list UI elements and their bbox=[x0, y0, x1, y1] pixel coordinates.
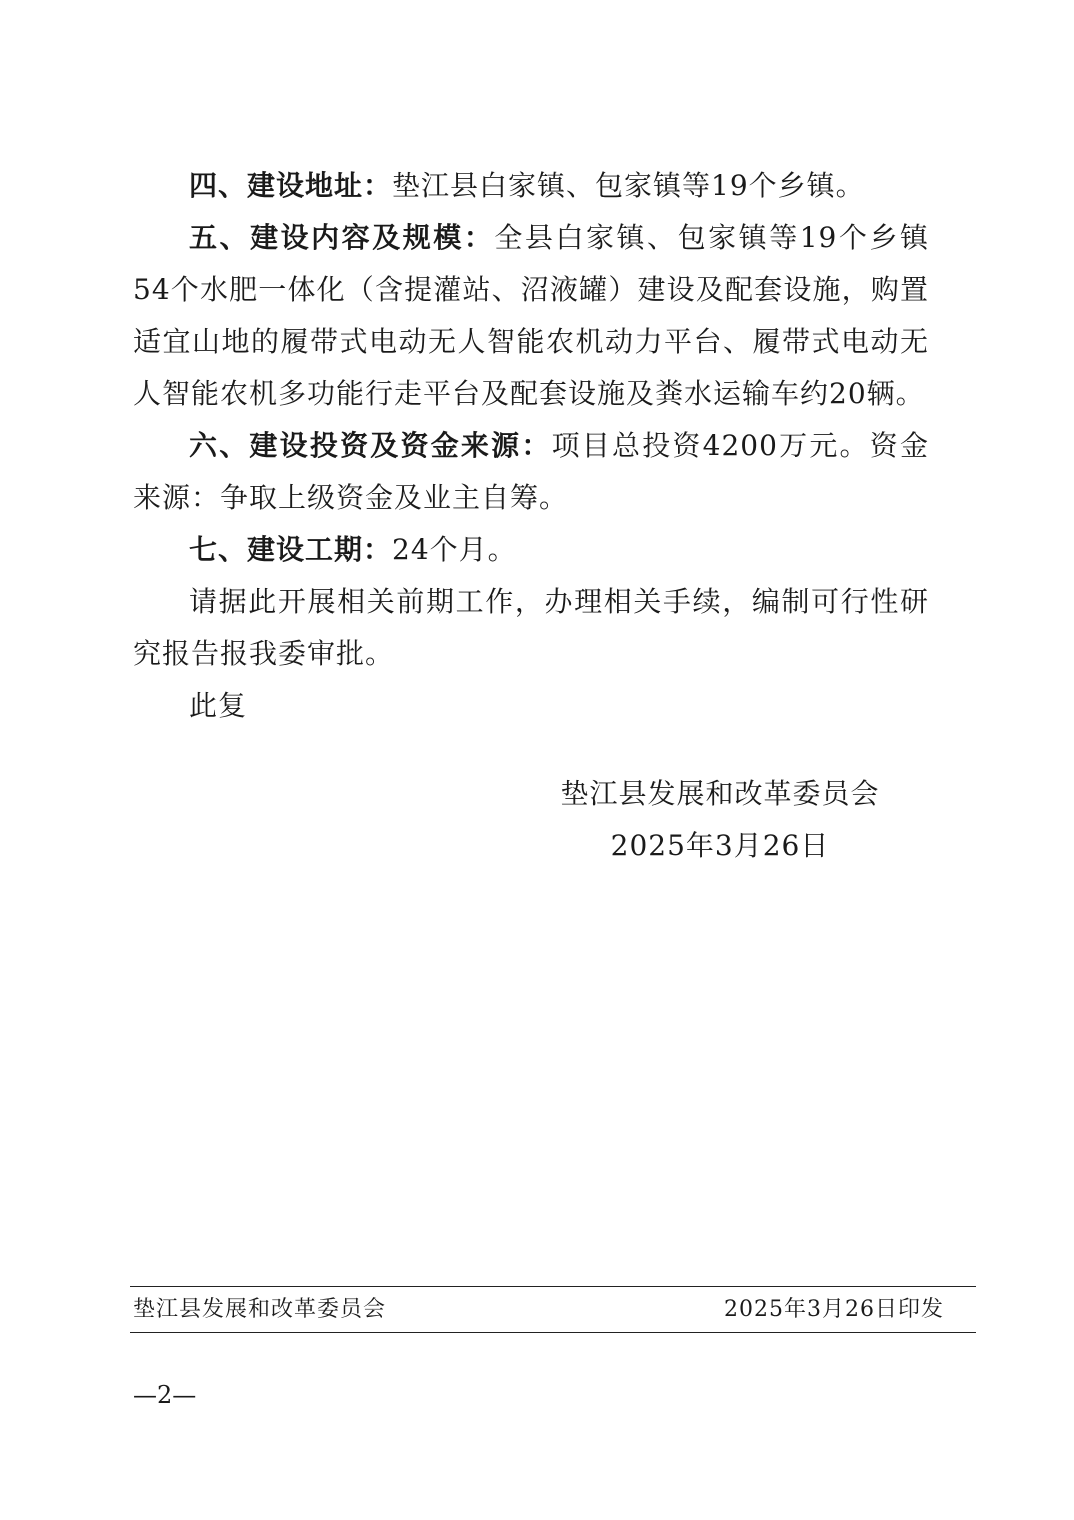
section-text: 此复 bbox=[189, 689, 248, 722]
section-text: 24个月。 bbox=[392, 533, 517, 566]
footer-issue-date: 2025年3月26日印发 bbox=[724, 1297, 944, 1322]
paragraph-investment bbox=[133, 420, 929, 524]
section-heading: 四、建设地址： bbox=[189, 169, 393, 202]
section-heading: 五、建设内容及规模： bbox=[189, 221, 495, 254]
footer-bottom-rule bbox=[130, 1332, 976, 1333]
footer-top-rule bbox=[130, 1286, 976, 1287]
paragraph-construction-address bbox=[133, 160, 929, 212]
paragraph-construction-content bbox=[133, 212, 929, 420]
signature-organization: 垫江县发展和改革委员会 bbox=[560, 777, 880, 810]
signature-date: 2025年3月26日 bbox=[610, 829, 830, 862]
paragraph-construction-period bbox=[133, 524, 929, 576]
section-text: 垫江县白家镇、包家镇等19个乡镇。 bbox=[392, 169, 865, 202]
signature-block bbox=[520, 768, 920, 872]
document-body bbox=[133, 160, 929, 732]
page-number: —2— bbox=[133, 1381, 197, 1409]
paragraph-instruction bbox=[133, 576, 929, 680]
section-text: 请据此开展相关前期工作，办理相关手续，编制可行性研究报告报我委审批。 bbox=[133, 585, 929, 670]
section-heading: 六、建设投资及资金来源： bbox=[189, 429, 552, 462]
section-text: 项目总投资4200万元。资金来源：争取上级资金及业主自筹。 bbox=[133, 429, 929, 514]
section-heading: 七、建设工期： bbox=[189, 533, 393, 566]
paragraph-closing bbox=[133, 680, 929, 732]
footer-issuing-organization: 垫江县发展和改革委员会 bbox=[133, 1297, 387, 1322]
section-text: 全县白家镇、包家镇等19个乡镇54个水肥一体化（含提灌站、沼液罐）建设及配套设施，购置适宜山地的履带式电动无人智能农机动力平台、履带式电动无人智能农机多功能行走平台及配套设施及粪水运输车约20辆。 bbox=[133, 221, 929, 410]
